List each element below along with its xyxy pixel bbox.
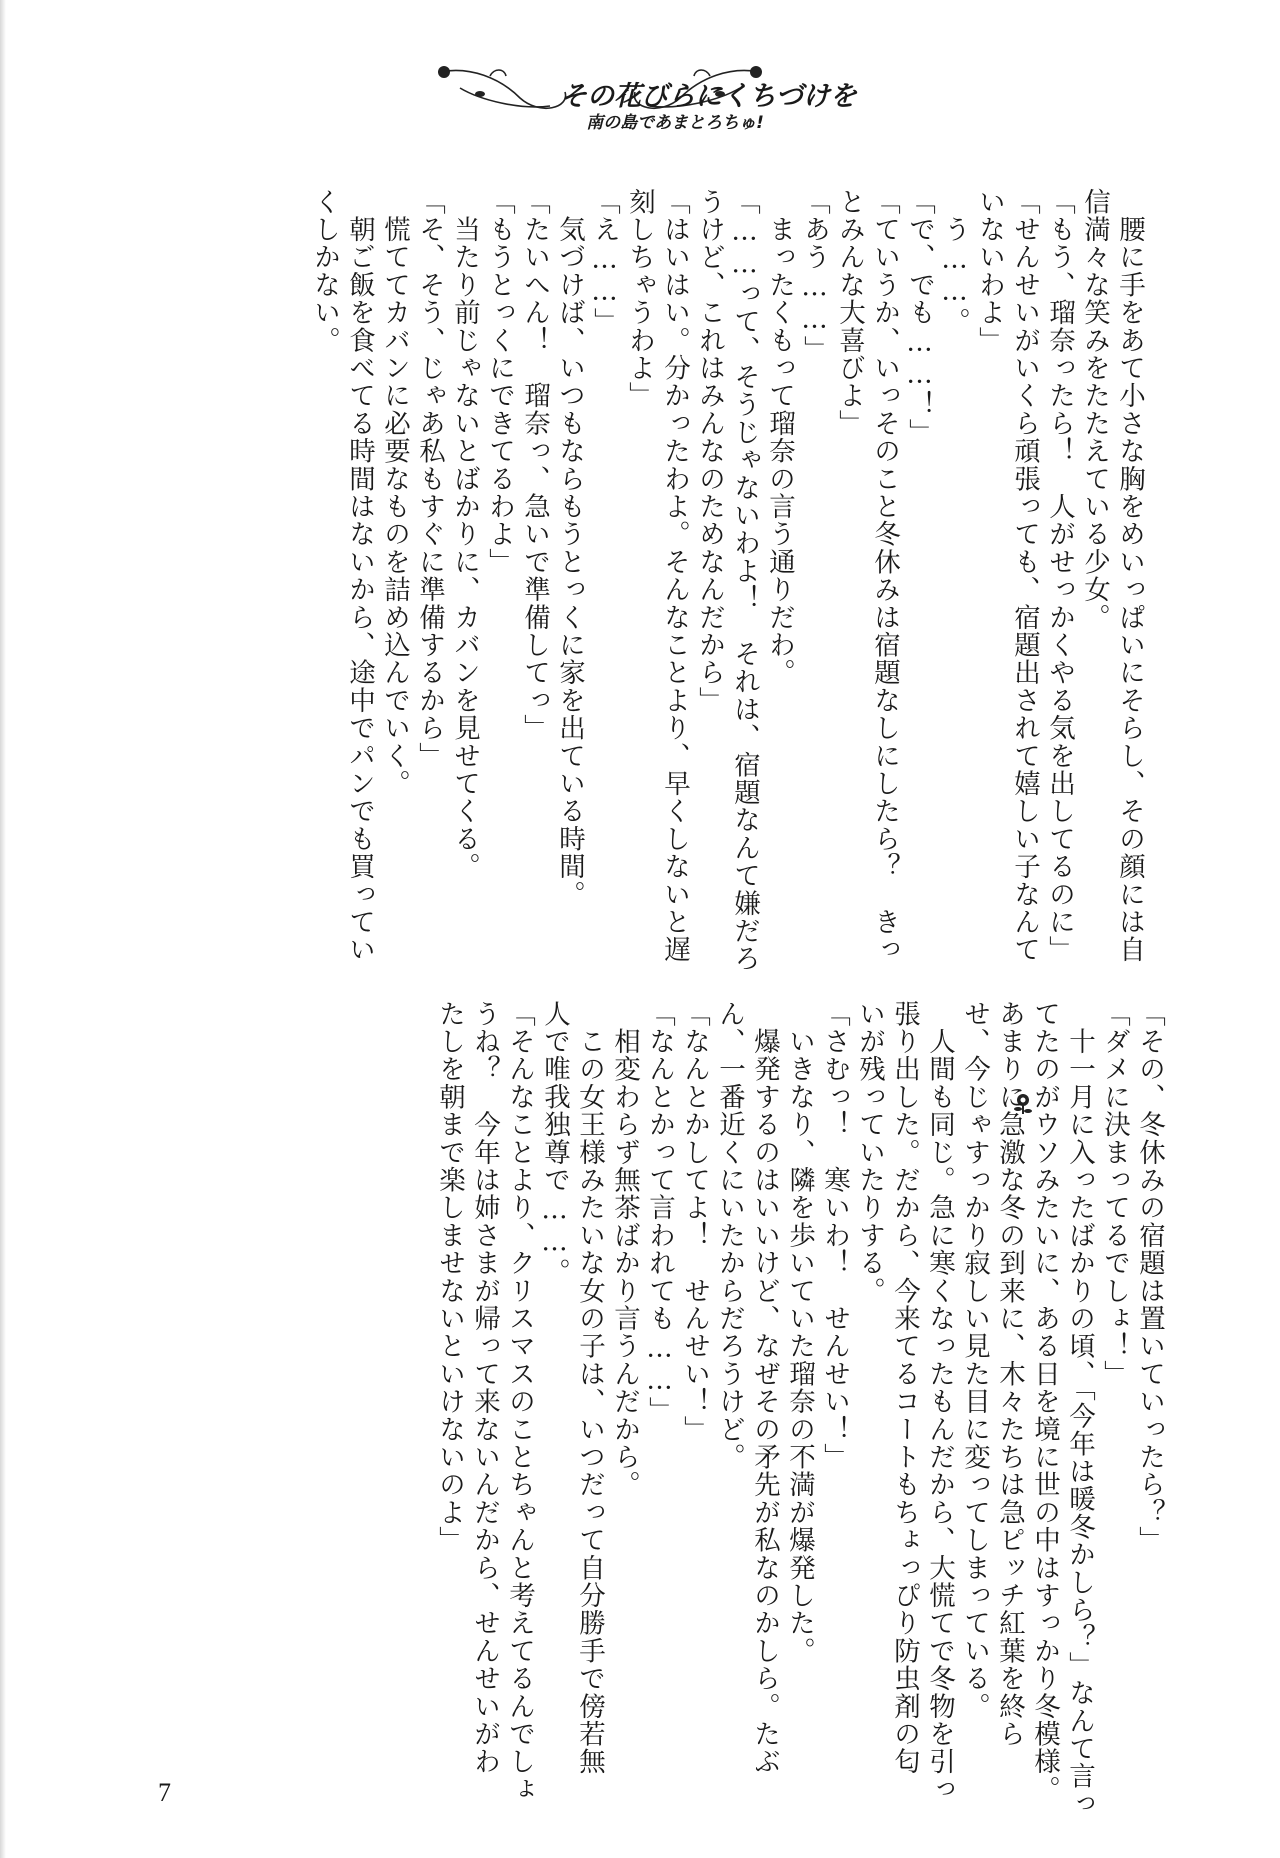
page-number: 7 (158, 1778, 171, 1807)
text-line: 十一月に入ったばかりの頃、「今年は暖冬かしら？」なんて言っ (1064, 1000, 1095, 1818)
text-line: 「そ、そう、じゃあ私もすぐに準備するから」 (414, 188, 445, 770)
text-line: せ、今じゃすっかり寂しい見た目に変ってしまっている。 (959, 1000, 990, 1721)
text-line: 相変わらず無茶ばかり言うんだから。 (609, 1000, 640, 1499)
text-line: いきなり、隣を歩いていた瑠奈の不満が爆発した。 (784, 1000, 815, 1665)
text-line: くしかない。 (309, 188, 340, 355)
text-line: いが残っていたりする。 (854, 1000, 885, 1305)
text-line: う……。 (939, 188, 970, 336)
text-line: 「せんせいがいくら頑張っても、宿題出されて嬉しい子なんて (1009, 188, 1040, 964)
text-line: 「あう……」 (799, 188, 830, 364)
text-line: ん、一番近くにいたからだろうけど。 (714, 1000, 745, 1471)
text-line: 「なんとかって言われても……」 (644, 1000, 675, 1425)
page-header (0, 58, 1280, 148)
text-line: うけど、これはみんなのためなんだから」 (694, 188, 725, 715)
text-line: まったくもって瑠奈の言う通りだわ。 (764, 188, 795, 687)
text-line: とみんな大喜びよ」 (834, 188, 865, 438)
text-line: 朝ご飯を食べてる時間はないから、途中でパンでも買ってい (344, 188, 375, 964)
text-line: 「さむっ！ 寒いわ！ せんせい！」 (819, 1000, 850, 1471)
text-line: 腰に手をあて小さな胸をめいっぱいにそらし、その顔には自 (1114, 188, 1145, 964)
series-title: その花びらにくちづけを (560, 81, 857, 112)
text-line: 「その、冬休みの宿題は置いていったら？」 (1134, 1000, 1165, 1554)
text-line: たしを朝まで楽しませないといけないのよ」 (434, 1000, 465, 1554)
page-edge-shadow (0, 0, 6, 1858)
text-line: 張り出した。だから、今来てるコートもちょっぴり防虫剤の匂 (889, 1000, 920, 1776)
text-line: 「たいへん！ 瑠奈っ、急いで準備してっ」 (519, 188, 550, 742)
text-line: いないわよ」 (974, 188, 1005, 355)
text-line: あまりに急激な冬の到来に、木々たちは急ピッチ紅葉を終ら (994, 1000, 1025, 1748)
text-line: 人で唯我独尊で……。 (539, 1000, 570, 1286)
text-line: 「もうとっくにできてるわよ」 (484, 188, 515, 576)
text-line: 「ダメに決まってるでしょ！」 (1099, 1000, 1130, 1388)
text-line: 「もう、瑠奈ったら！ 人がせっかくやる気を出してるのに」 (1044, 188, 1075, 964)
text-line: 「……って、そうじゃないわよ！ それは、宿題なんて嫌だろ (729, 188, 760, 973)
text-line: 「ていうか、いっそのこと冬休みは宿題なしにしたら？ きっ (869, 188, 900, 964)
text-line: 「え……」 (589, 188, 620, 336)
text-line: 人間も同じ。急に寒くなったもんだから、大慌てで冬物を引っ (924, 1000, 955, 1804)
text-line: この女王様みたいな女の子は、いつだって自分勝手で傍若無 (574, 1000, 605, 1776)
lower-text-column (432, 1000, 1167, 1818)
text-line: うね？ 今年は姉さまが帰って来ないんだから、せんせいがわ (469, 1000, 500, 1776)
text-line: 「はいはい。分かったわよ。そんなことより、早くしないと遅 (659, 188, 690, 964)
series-subtitle: 南の島であまとろちゅ! (586, 113, 764, 133)
text-line: てたのがウソみたいに、ある日を境に世の中はすっかり冬模様。 (1029, 1000, 1060, 1804)
text-line: 当たり前じゃないとばかりに、カバンを見せてくる。 (449, 188, 480, 881)
text-line: 「そんなことより、クリスマスのことちゃんと考えてるんでしょ (504, 1000, 535, 1804)
upper-text-column (307, 188, 1147, 988)
text-line: 「なんとかしてよ！ せんせい！」 (679, 1000, 710, 1444)
text-line: 気づけば、いつもならもうとっくに家を出ている時間。 (554, 188, 585, 909)
text-line: 信満々な笑みをたたえている少女。 (1079, 188, 1110, 632)
text-line: 「で、でも……！」 (904, 188, 935, 447)
text-line: 刻しちゃうわよ」 (624, 188, 655, 410)
text-line: 慌ててカバンに必要なものを詰め込んでいく。 (379, 188, 410, 798)
text-line: 爆発するのはいいけど、なぜその矛先が私なのかしら。たぶ (749, 1000, 780, 1776)
